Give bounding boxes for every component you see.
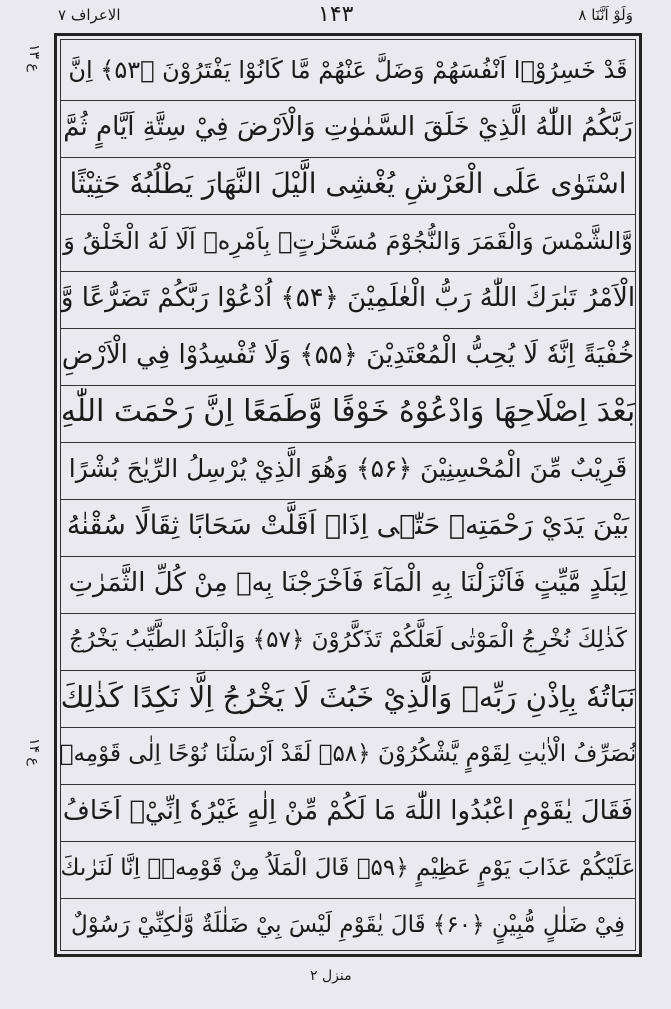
text-line: نُصَرِّفُ الْاٰيٰتِ لِقَوْمٍ يَّشْكُرُوْنَ ﴿۵۸﴾ لَقَدْ اَرْسَلْنَا نُوْحًا اِلٰى قَوْمِهٖ	[60, 723, 636, 785]
surah-title: الاعراف ۷	[58, 6, 121, 24]
text-line: فِيْ ضَلٰلٍ مُّبِيْنٍ ﴿۶۰﴾ قَالَ يٰقَوْمِ لَيْسَ بِيْ ضَلٰلَةٌ وَّلٰكِنِّيْ رَسُوْلٌ	[71, 912, 625, 938]
juz-title: وَلَوْ اَنَّنَا ۸	[578, 6, 633, 24]
text-line: لِبَلَدٍ مَّيِّتٍ فَاَنْزَلْنَا بِهِ الْمَآءَ فَاَخْرَجْنَا بِهٖ مِنْ كُلِّ الثَّمَرٰتِ	[60, 552, 636, 614]
text-line: وَّالشَّمْسَ وَالْقَمَرَ وَالنُّجُوْمَ مُسَخَّرٰتٍۭ بِاَمْرِهٖ اَلَا لَهُ الْخَلْقُ وَ	[60, 210, 636, 272]
text-line: الْاَمْرُ تَبٰرَكَ اللّٰهُ رَبُّ الْعٰلَمِيْنَ ﴿۵۴﴾ اُدْعُوْا رَبَّكُمْ تَضَرُّعًا وَّ	[60, 267, 636, 329]
ruku-marker-top: ع ۱۳	[26, 44, 42, 72]
manzil-marker: منزل ۲	[310, 968, 352, 984]
page-number: ۱۴۳	[318, 2, 354, 27]
text-line: نَبَاتُهٗ بِاِذْنِ رَبِّهٖ وَالَّذِيْ خَبُثَ لَا يَخْرُجُ اِلَّا نَكِدًا كَذٰلِكَ	[60, 666, 636, 728]
text-line: بَعْدَ اِصْلَاحِهَا وَادْعُوْهُ خَوْفًا وَّطَمَعًا اِنَّ رَحْمَتَ اللّٰهِ	[60, 381, 636, 443]
text-line: فَقَالَ يٰقَوْمِ اعْبُدُوا اللّٰهَ مَا لَكُمْ مِّنْ اِلٰهٍ غَيْرُهٗ اِنِّيْۤ اَخَافُ	[60, 780, 636, 842]
ruku-marker-bottom: ع ۱۴	[26, 738, 42, 766]
text-line: خُفْيَةً اِنَّهٗ لَا يُحِبُّ الْمُعْتَدِيْنَ ﴿۵۵﴾ وَلَا تُفْسِدُوْا فِي الْاَرْضِ	[60, 324, 636, 386]
text-line: عَلَيْكُمْ عَذَابَ يَوْمٍ عَظِيْمٍ ﴿۵۹﴾ قَالَ الْمَلَاُ مِنْ قَوْمِهٖۤ اِنَّا لَنَرٰىكَ	[60, 837, 636, 899]
page-header	[0, 0, 671, 34]
text-line: قَرِيْبٌ مِّنَ الْمُحْسِنِيْنَ ﴿۵۶﴾ وَهُوَ الَّذِيْ يُرْسِلُ الرِّيٰحَ بُشْرًا	[60, 438, 636, 500]
text-block	[60, 39, 636, 951]
text-line: قَدْ خَسِرُوْۤا اَنْفُسَهُمْ وَضَلَّ عَنْهُمْ مَّا كَانُوْا يَفْتَرُوْنَ ﴿۵۳﴾ اِنَّ	[60, 39, 636, 101]
text-line: كَذٰلِكَ نُخْرِجُ الْمَوْتٰى لَعَلَّكُمْ تَذَكَّرُوْنَ ﴿۵۷﴾ وَالْبَلَدُ الطَّيِّبُ يَخْرُجُ	[60, 609, 636, 671]
text-line: اسْتَوٰى عَلَى الْعَرْشِ يُغْشِى الَّيْلَ النَّهَارَ يَطْلُبُهٗ حَثِيْثًا	[60, 153, 636, 215]
text-line: رَبَّكُمُ اللّٰهُ الَّذِيْ خَلَقَ السَّمٰوٰتِ وَالْاَرْضَ فِيْ سِتَّةِ اَيَّامٍ ثُمَّ	[60, 96, 636, 158]
text-line: بَيْنَ يَدَيْ رَحْمَتِهٖ حَتّٰۤى اِذَاۤ اَقَلَّتْ سَحَابًا ثِقَالًا سُقْنٰهُ	[60, 495, 636, 557]
